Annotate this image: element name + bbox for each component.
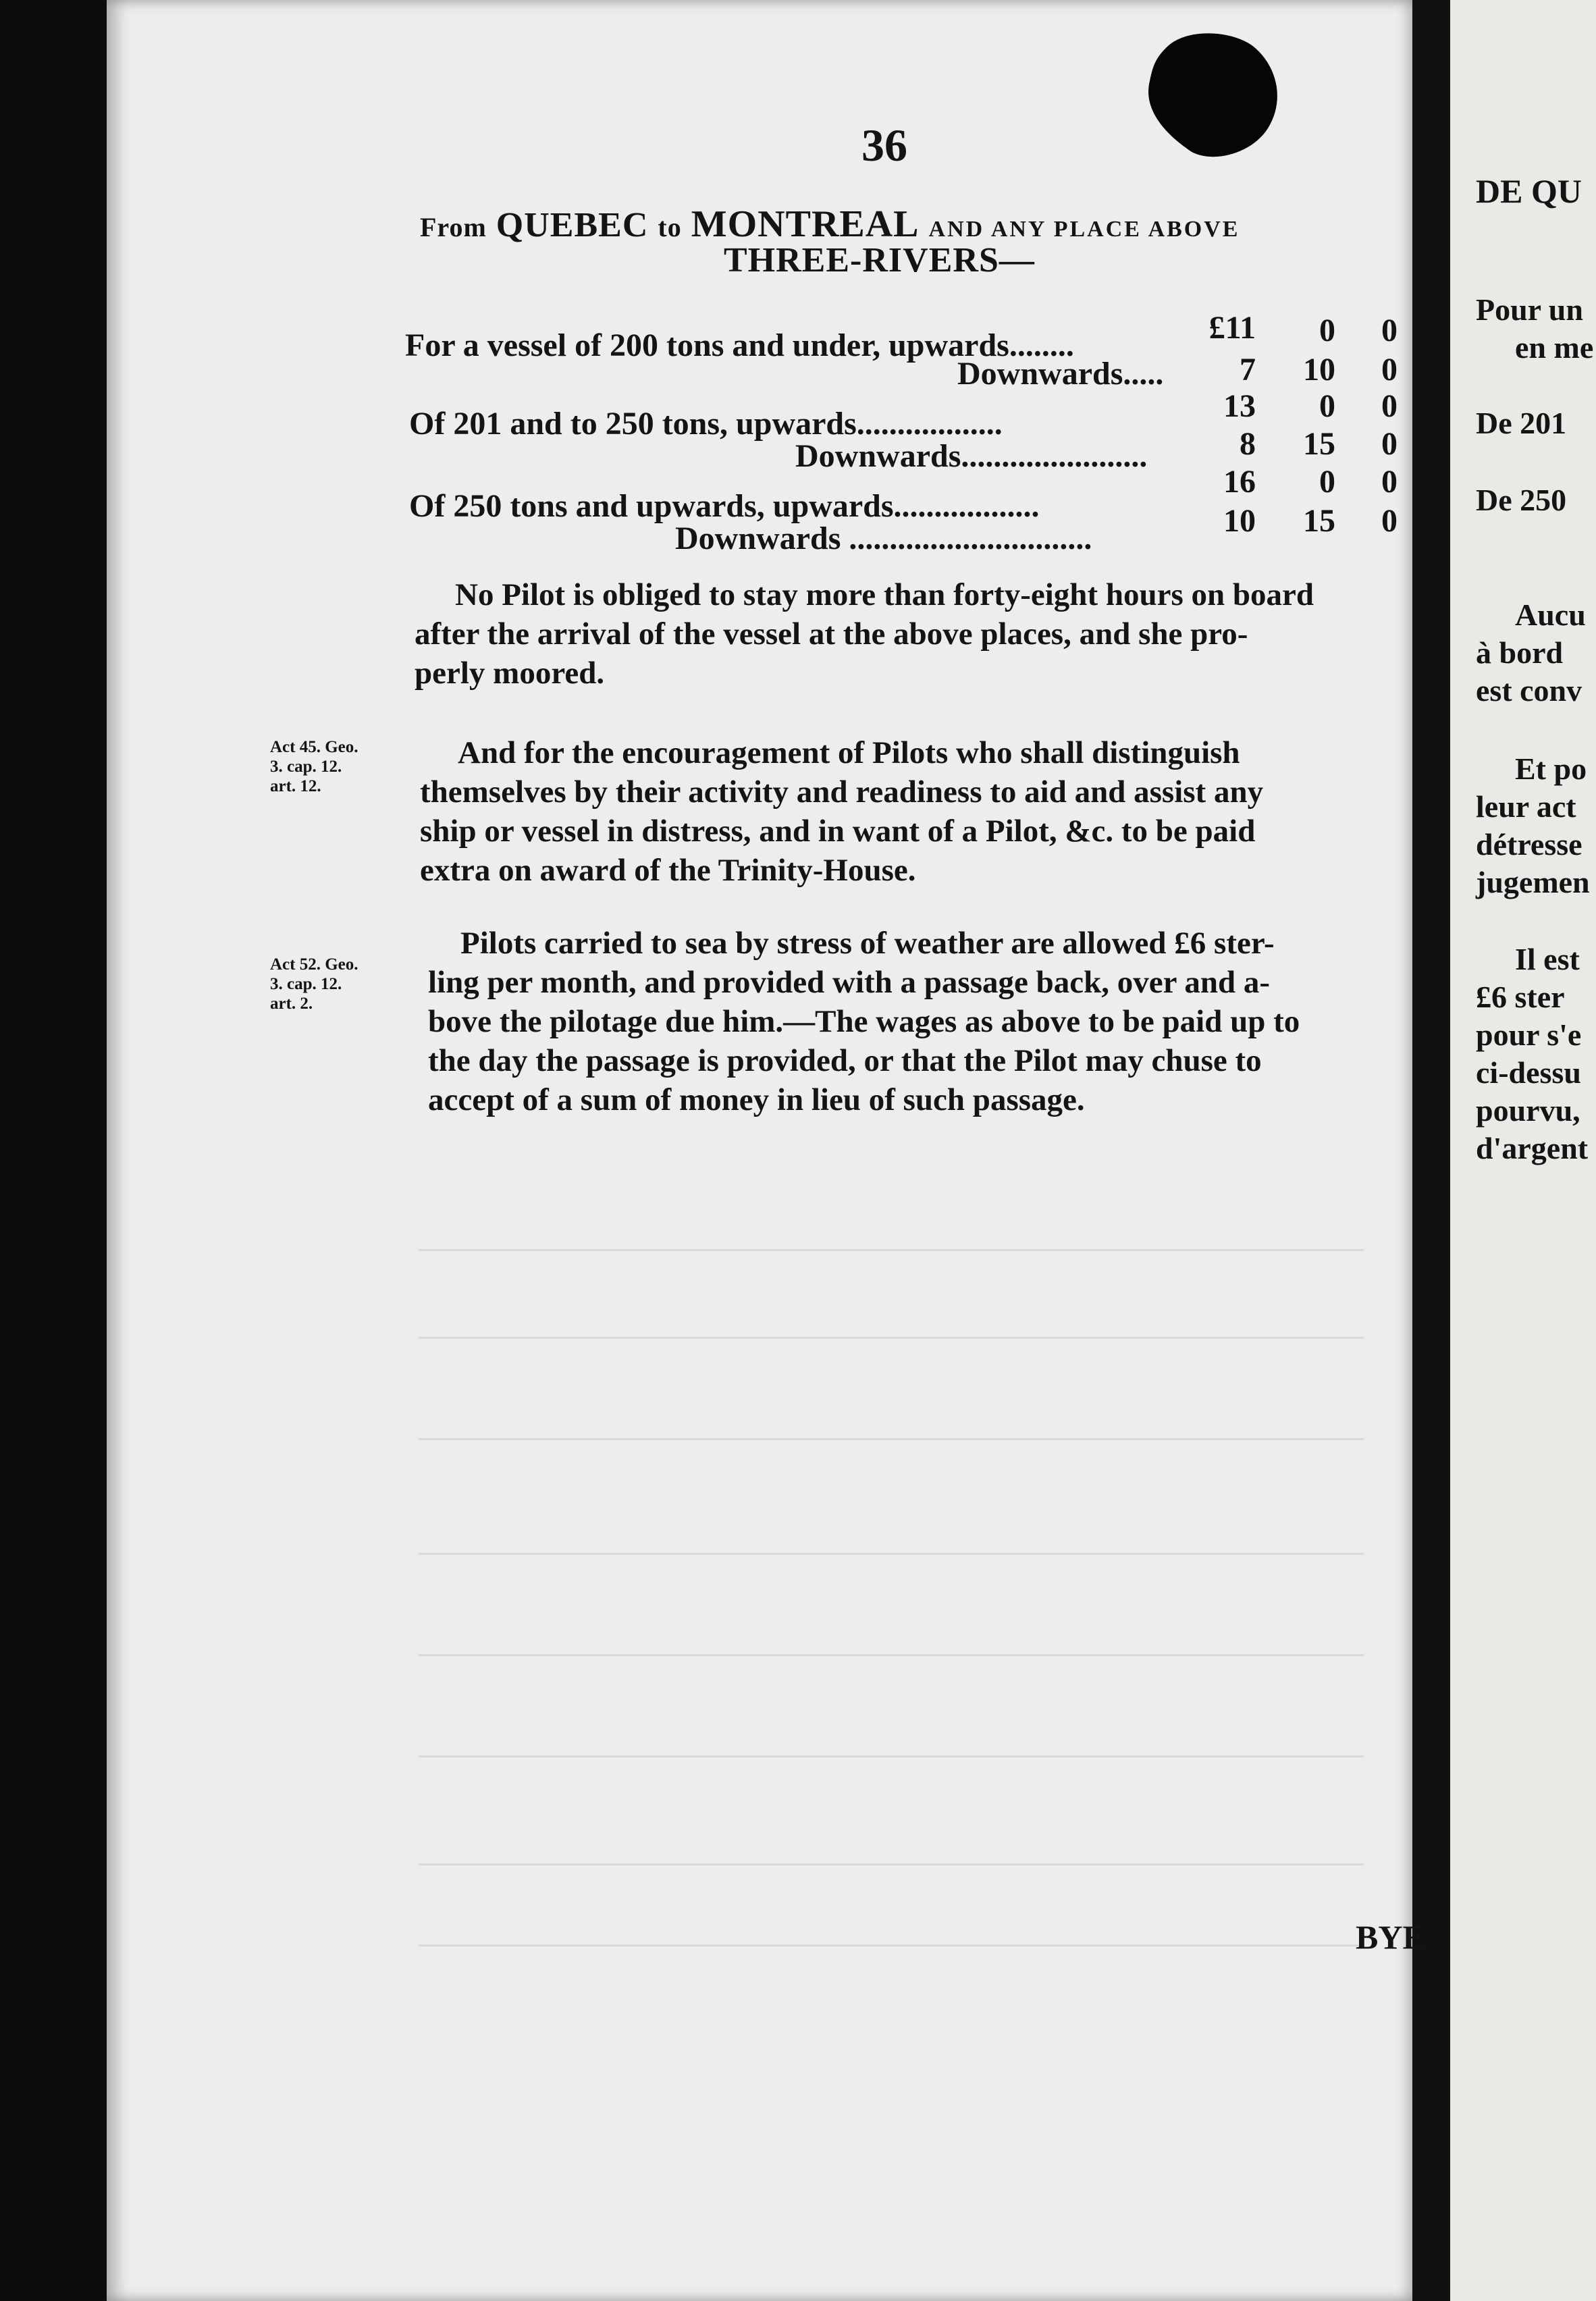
rate-pence: 0 (1381, 352, 1398, 388)
right-page-line: pour s'e (1476, 1017, 1582, 1052)
rate-label: Downwards .............................. (675, 521, 1092, 556)
rate-pounds: 10 (1223, 503, 1256, 539)
rate-label: Of 250 tons and upwards, upwards.................. (409, 488, 1040, 524)
rate-label: Of 201 and to 250 tons, upwards.................. (409, 406, 1003, 442)
margin-note-line: 3. cap. 12. (270, 975, 342, 993)
rate-pounds: £11 (1208, 310, 1256, 346)
margin-note-line: Act 45. Geo. (270, 738, 358, 756)
page-number: 36 (861, 120, 907, 171)
rate-pence: 0 (1381, 426, 1398, 462)
paragraph-line: perly moored. (415, 656, 605, 691)
rate-pence: 0 (1381, 313, 1398, 348)
right-page-line: en me (1515, 330, 1594, 365)
paragraph (415, 575, 1314, 693)
rate-shillings: 0 (1319, 313, 1335, 348)
rate-pounds: 16 (1223, 464, 1256, 500)
margin-note-line: art. 12. (270, 777, 321, 795)
rate-label: Downwards....................... (795, 438, 1148, 474)
rate-pounds: 8 (1240, 426, 1256, 462)
paragraph (428, 924, 1300, 1119)
heading-montreal: MONTREAL (691, 203, 920, 245)
rate-pence: 0 (1381, 464, 1398, 500)
right-page-line: £6 ster (1476, 980, 1565, 1014)
paragraph-line: themselves by their activity and readiness to aid and assist any (420, 774, 1264, 810)
right-page-line: jugemen (1476, 865, 1590, 899)
ink-blot (1140, 27, 1288, 162)
rate-shillings: 15 (1303, 503, 1335, 539)
right-page-line: Pour un (1476, 292, 1583, 327)
heading-rest: AND ANY PLACE ABOVE (928, 217, 1240, 242)
paragraph-line: bove the pilotage due him.—The wages as above to be paid up to (428, 1004, 1300, 1039)
right-page-line: Aucu (1515, 598, 1586, 632)
rate-label: For a vessel of 200 tons and under, upwards........ (405, 327, 1074, 363)
heading-three-rivers: THREE-RIVERS— (724, 241, 1035, 280)
right-page-line: d'argent (1476, 1131, 1589, 1165)
rate-pounds: 13 (1223, 388, 1256, 424)
paragraph-line: extra on award of the Trinity-House. (420, 853, 916, 888)
section-heading (420, 203, 1240, 246)
right-page-line: Il est (1515, 942, 1580, 976)
paragraph-line: And for the encouragement of Pilots who shall distinguish (458, 735, 1240, 770)
catchword: BYE (1356, 1918, 1425, 1956)
right-page-line: est conv (1476, 673, 1582, 708)
margin-note-line: Act 52. Geo. (270, 955, 358, 974)
rate-shillings: 0 (1319, 388, 1335, 424)
paragraph-line: ship or vessel in distress, and in want of a Pilot, &c. to be paid (420, 814, 1256, 849)
rate-pounds: 7 (1240, 352, 1256, 388)
margin-note (270, 737, 358, 796)
right-page-line: De 250 (1476, 483, 1567, 517)
right-page-line: DE QU (1476, 172, 1582, 210)
right-page-line: leur act (1476, 789, 1576, 824)
right-page-line: De 201 (1476, 406, 1567, 440)
rate-label: Downwards..... (957, 356, 1164, 392)
rate-pence: 0 (1381, 503, 1398, 539)
right-page-line: détresse (1476, 827, 1582, 862)
paragraph-line: the day the passage is provided, or that the Pilot may chuse to (428, 1043, 1262, 1078)
right-page-line: à bord (1476, 635, 1564, 670)
rate-pence: 0 (1381, 388, 1398, 424)
margin-note-line: 3. cap. 12. (270, 758, 342, 776)
margin-note-line: art. 2. (270, 995, 313, 1013)
rate-shillings: 0 (1319, 464, 1335, 500)
rate-shillings: 10 (1303, 352, 1335, 388)
paragraph-line: after the arrival of the vessel at the above places, and she pro- (415, 616, 1248, 652)
heading-to: to (658, 212, 682, 242)
paragraph-line: No Pilot is obliged to stay more than forty-eight hours on board (455, 577, 1314, 612)
heading-from: From (420, 212, 487, 242)
right-page-line: Et po (1515, 751, 1587, 786)
paragraph-line: Pilots carried to sea by stress of weather are allowed £6 ster- (460, 926, 1275, 961)
margin-note (270, 955, 358, 1013)
paragraph-line: accept of a sum of money in lieu of such passage. (428, 1082, 1085, 1117)
paragraph-line: ling per month, and provided with a passage back, over and a- (428, 965, 1271, 1000)
right-page-line: pourvu, (1476, 1093, 1580, 1128)
paragraph (420, 733, 1263, 890)
right-page-line: ci-dessu (1476, 1055, 1581, 1090)
heading-quebec: QUEBEC (496, 206, 649, 244)
rate-shillings: 15 (1303, 426, 1335, 462)
